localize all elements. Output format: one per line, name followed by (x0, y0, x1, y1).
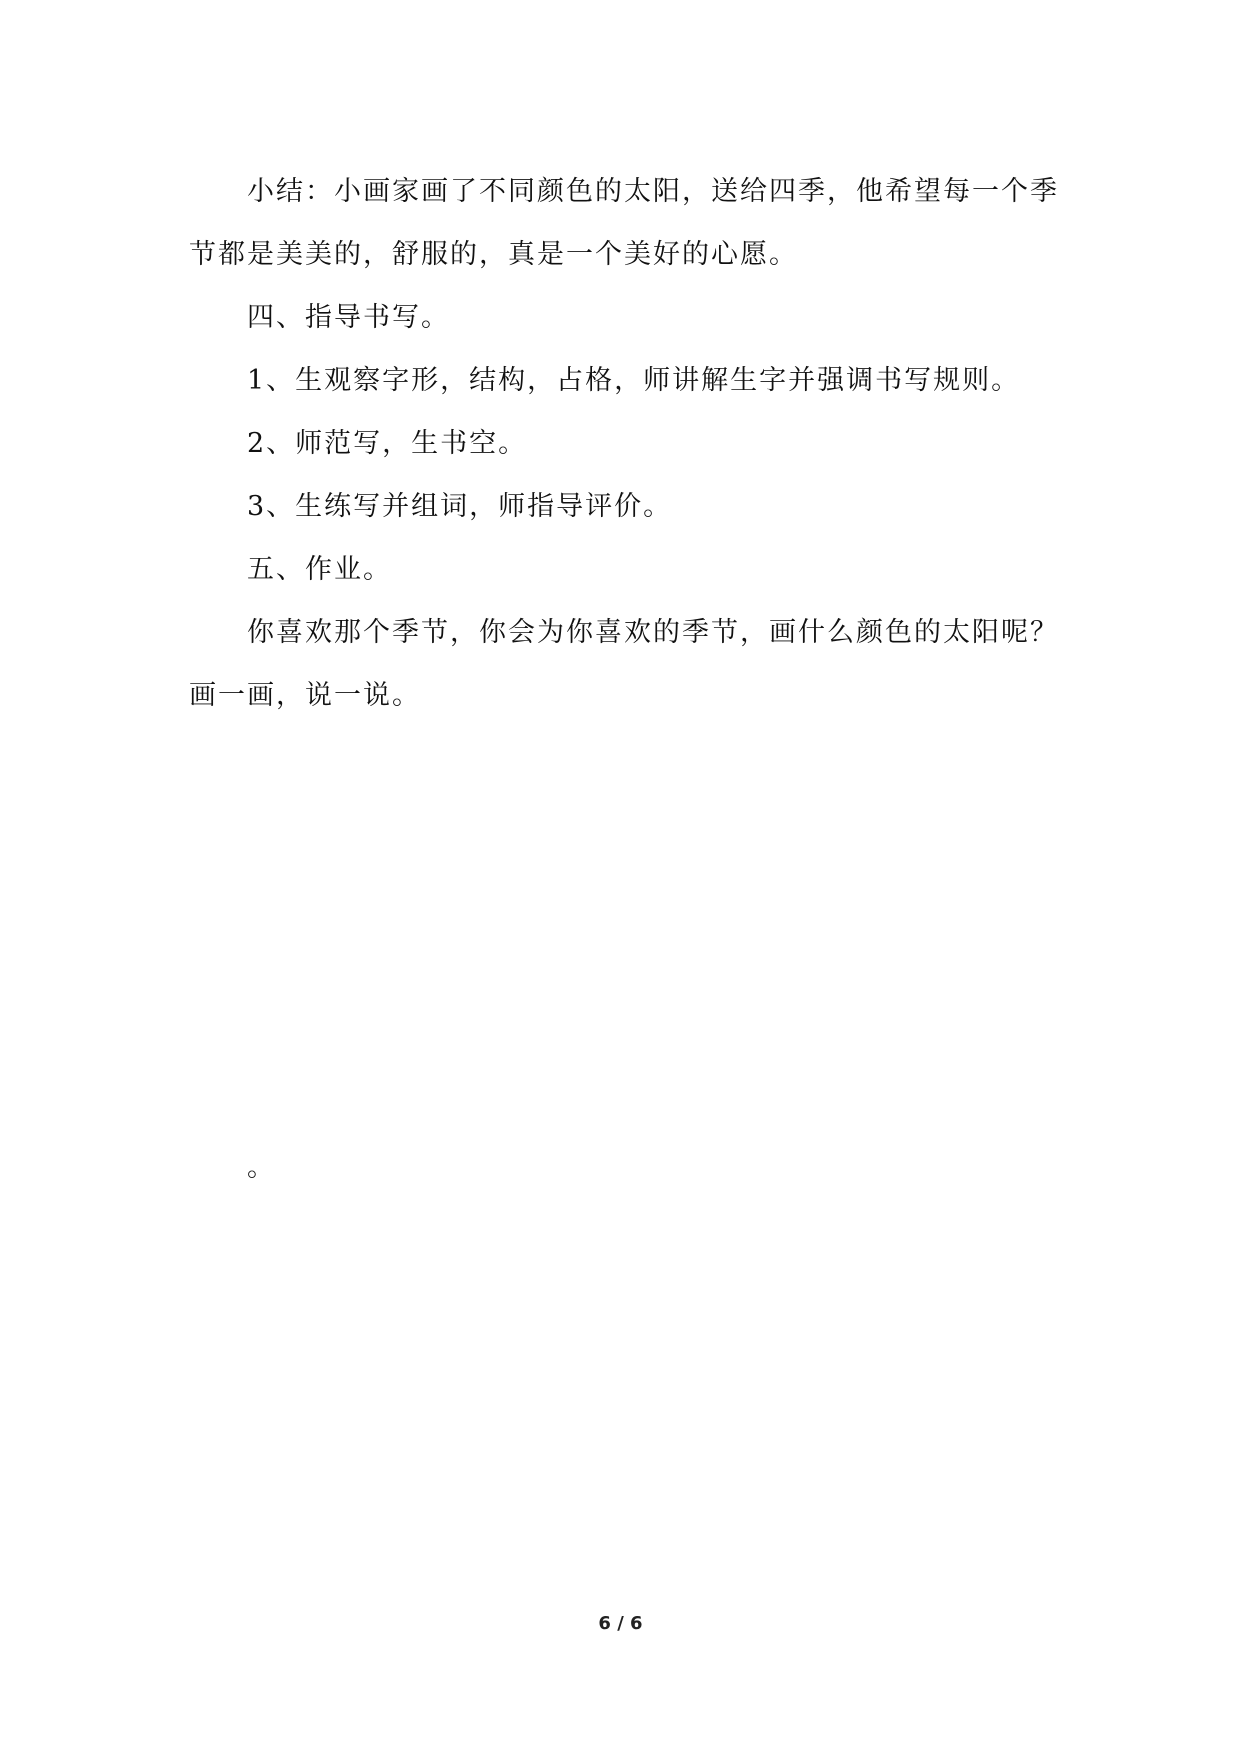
page-number: 6 / 6 (598, 1613, 643, 1634)
paragraph-step-1: 1、生观察字形，结构，占格，师讲解生字并强调书写规则。 (247, 365, 1021, 396)
paragraph-homework-task: 你喜欢那个季节，你会为你喜欢的季节，画什么颜色的太阳呢？画一画，说一说。 (189, 617, 1059, 711)
paragraph-heading-writing-guidance: 四、指导书写。 (247, 302, 450, 333)
paragraph-heading-homework: 五、作业。 (247, 554, 392, 585)
stray-punctuation: 。 (247, 1152, 274, 1183)
paragraph-step-3: 3、生练写并组词，师指导评价。 (247, 491, 673, 522)
document-body (189, 160, 1059, 727)
paragraph-summary: 小结：小画家画了不同颜色的太阳，送给四季，他希望每一个季节都是美美的，舒服的，真是一个美好的心愿。 (189, 176, 1059, 270)
paragraph-step-2: 2、师范写，生书空。 (247, 428, 528, 459)
